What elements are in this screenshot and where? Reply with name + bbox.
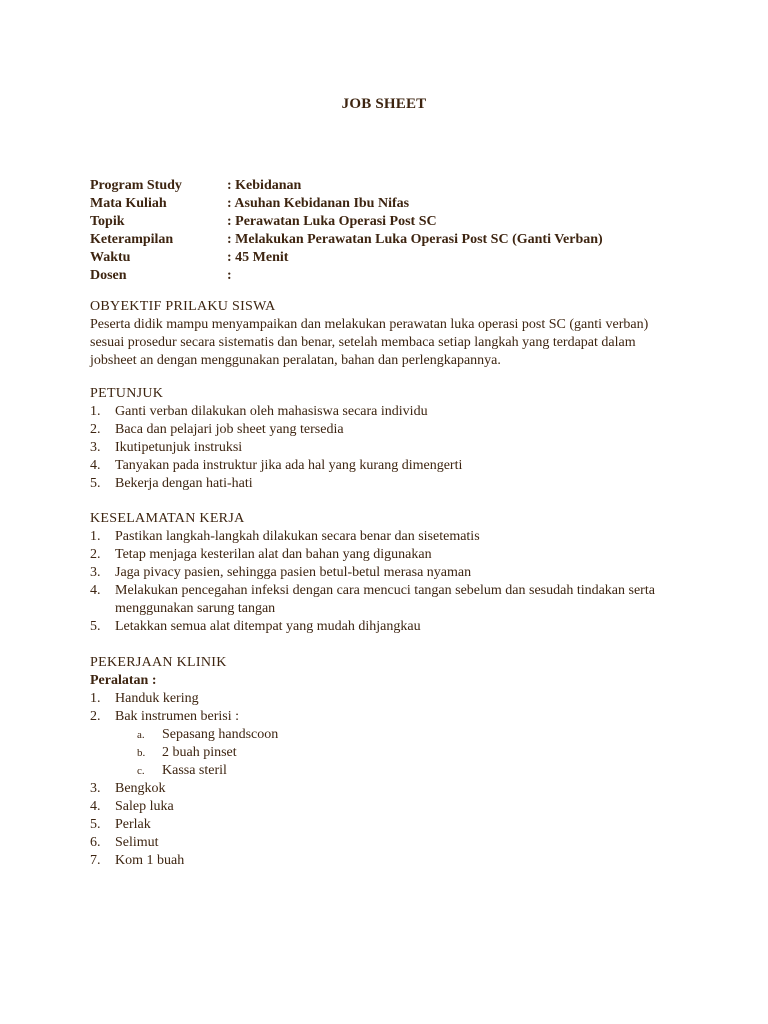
list-text: Bak instrumen berisi :: [115, 709, 240, 724]
sublist-text: Sepasang handscoon: [162, 727, 279, 742]
list-item: [90, 708, 690, 726]
list-number: 2.: [90, 422, 101, 437]
meta-value: : 45 Menit: [227, 250, 289, 265]
meta-row-program: [90, 177, 603, 195]
meta-row-dosen: [90, 267, 603, 285]
list-text: Ganti verban dilakukan oleh mahasiswa secara individu: [115, 404, 428, 419]
list-number: 4.: [90, 458, 101, 473]
sublist-letter: a.: [137, 729, 145, 741]
meta-row-waktu: [90, 249, 603, 267]
list-item: [90, 457, 690, 475]
list-text: Bekerja dengan hati-hati: [115, 476, 253, 491]
document-title: JOB SHEET: [341, 96, 427, 112]
list-item: [90, 439, 690, 457]
list-item: [90, 852, 690, 870]
objective-section: [90, 298, 690, 370]
list-item: [90, 564, 690, 582]
list-item: [90, 834, 690, 852]
keselamatan-section: [90, 510, 690, 636]
list-text: Tanyakan pada instruktur jika ada hal yang kurang dimengerti: [115, 458, 463, 473]
list-number: 7.: [90, 853, 101, 868]
list-text: Handuk kering: [115, 691, 199, 706]
list-number: 3.: [90, 440, 101, 455]
meta-value: : Asuhan Kebidanan Ibu Nifas: [227, 196, 410, 211]
sublist-letter: b.: [137, 747, 146, 759]
sublist-item: [90, 762, 690, 780]
meta-label: Keterampilan: [90, 232, 174, 247]
meta-label: Topik: [90, 214, 125, 229]
list-number: 1.: [90, 529, 101, 544]
list-text: Jaga pivacy pasien, sehingga pasien betul-betul merasa nyaman: [115, 565, 472, 580]
list-text: Letakkan semua alat ditempat yang mudah dihjangkau: [115, 619, 421, 634]
list-number: 3.: [90, 781, 101, 796]
list-item: [90, 403, 690, 421]
list-text: Kom 1 buah: [115, 853, 185, 868]
meta-label: Program Study: [90, 178, 182, 193]
list-number: 5.: [90, 476, 101, 491]
list-number: 2.: [90, 709, 101, 724]
meta-label: Waktu: [90, 250, 131, 265]
list-text: Bengkok: [115, 781, 166, 796]
list-item: [90, 475, 690, 493]
list-item: [90, 421, 690, 439]
list-number: 1.: [90, 691, 101, 706]
meta-row-keterampilan: [90, 231, 603, 249]
section-heading: KESELAMATAN KERJA: [90, 511, 245, 526]
section-heading: PEKERJAAN KLINIK: [90, 655, 227, 670]
list-item: [90, 816, 690, 834]
peralatan-list: [90, 690, 690, 726]
section-heading: PETUNJUK: [90, 386, 164, 401]
list-number: 6.: [90, 835, 101, 850]
list-text: Ikutipetunjuk instruksi: [115, 440, 243, 455]
petunjuk-section: [90, 385, 690, 493]
list-text: Tetap menjaga kesterilan alat dan bahan yang digunakan: [115, 547, 432, 562]
keselamatan-list: [90, 528, 690, 636]
list-text: Selimut: [115, 835, 159, 850]
petunjuk-list: [90, 403, 690, 493]
list-number: 3.: [90, 565, 101, 580]
list-text: Salep luka: [115, 799, 174, 814]
section-heading: OBYEKTIF PRILAKU SISWA: [90, 299, 276, 314]
list-item: [90, 690, 690, 708]
meta-value: : Melakukan Perawatan Luka Operasi Post SC (Ganti Verban): [227, 232, 603, 247]
list-item: [90, 798, 690, 816]
list-number: 1.: [90, 404, 101, 419]
pekerjaan-section: [90, 654, 690, 870]
list-text: Melakukan pencegahan infeksi dengan cara mencuci tangan sebelum dan sesudah tindakan serta menggunakan sarung tangan: [115, 583, 655, 616]
meta-value: : Kebidanan: [227, 178, 302, 193]
sublist-letter: c.: [137, 765, 145, 777]
list-number: 4.: [90, 799, 101, 814]
meta-value: : Perawatan Luka Operasi Post SC: [227, 214, 437, 229]
sublist-item: [90, 726, 690, 744]
meta-value: :: [227, 268, 232, 283]
metadata-block: [90, 177, 603, 285]
list-item: [90, 528, 690, 546]
objective-text: Peserta didik mampu menyampaikan dan melakukan perawatan luka operasi post SC (ganti verban) sesuai prosedur secara sistematis dan benar, setelah membaca setiap langkah yang terdapat dalam jobsheet an dengan menggunakan peralatan, bahan dan perlengkapannya.: [90, 317, 649, 368]
bak-instrumen-sublist: [90, 726, 690, 780]
meta-label: Mata Kuliah: [90, 196, 167, 211]
sublist-text: Kassa steril: [162, 763, 227, 778]
peralatan-list-continued: [90, 780, 690, 870]
meta-row-mata-kuliah: [90, 195, 603, 213]
list-item: [90, 582, 690, 618]
list-text: Perlak: [115, 817, 151, 832]
sublist-item: [90, 744, 690, 762]
list-number: 5.: [90, 619, 101, 634]
list-text: Pastikan langkah-langkah dilakukan secara benar dan sisetematis: [115, 529, 480, 544]
list-item: [90, 618, 690, 636]
meta-label: Dosen: [90, 268, 127, 283]
meta-row-topik: [90, 213, 603, 231]
list-item: [90, 780, 690, 798]
list-number: 2.: [90, 547, 101, 562]
sublist-text: 2 buah pinset: [162, 745, 237, 760]
peralatan-subheading: Peralatan :: [90, 673, 157, 688]
list-item: [90, 546, 690, 564]
list-number: 4.: [90, 583, 101, 598]
list-number: 5.: [90, 817, 101, 832]
list-text: Baca dan pelajari job sheet yang tersedia: [115, 422, 344, 437]
